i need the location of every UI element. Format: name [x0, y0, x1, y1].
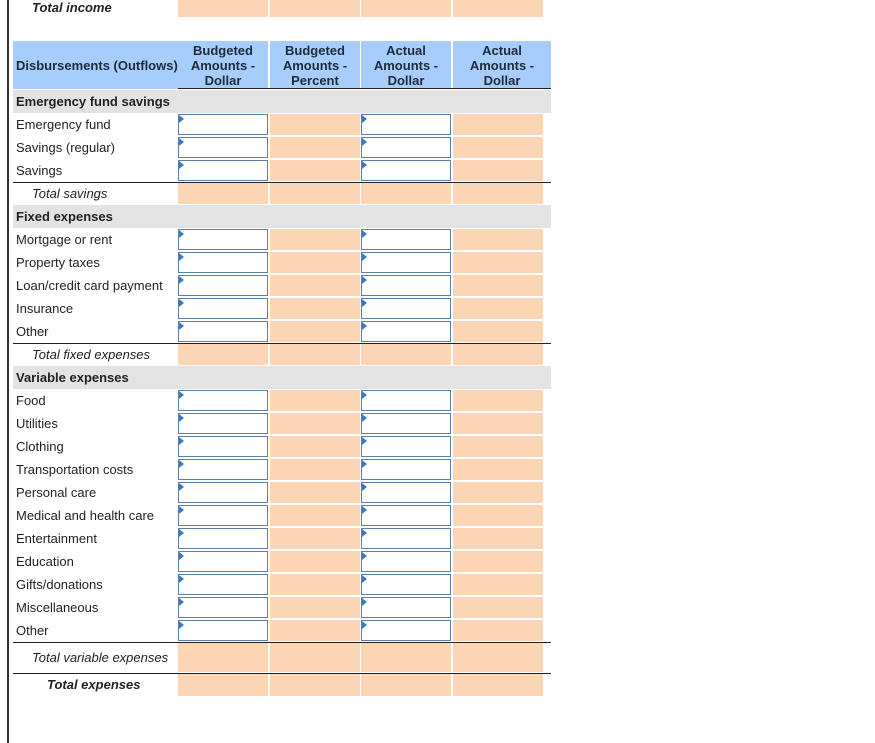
total-cells	[178, 182, 551, 205]
computed-cell	[270, 229, 360, 250]
section-header	[13, 90, 551, 113]
computed-cell	[453, 114, 543, 135]
row-label: Other	[16, 324, 49, 339]
section-total-row	[13, 182, 551, 205]
computed-cell	[270, 574, 360, 595]
section-title: Emergency fund savings	[16, 94, 170, 109]
budgeted-dollar-input[interactable]	[178, 229, 268, 250]
computed-cell	[270, 597, 360, 618]
actual-dollar-input[interactable]	[361, 528, 451, 549]
budgeted-dollar-input[interactable]	[178, 160, 268, 181]
computed-cell	[453, 505, 543, 526]
actual-dollar-input[interactable]	[361, 137, 451, 158]
computed-cell	[270, 505, 360, 526]
row-cells	[178, 573, 551, 596]
budgeted-dollar-input[interactable]	[178, 574, 268, 595]
total-expenses-cell	[361, 674, 451, 696]
budgeted-dollar-input[interactable]	[178, 528, 268, 549]
budgeted-dollar-input[interactable]	[178, 114, 268, 135]
computed-cell	[453, 298, 543, 319]
budgeted-dollar-input[interactable]	[178, 551, 268, 572]
actual-dollar-input[interactable]	[361, 436, 451, 457]
total-income-row	[13, 0, 551, 23]
row-label: Miscellaneous	[16, 600, 99, 615]
row-cells	[178, 504, 551, 527]
row-label: Other	[16, 623, 49, 638]
row-label: Loan/credit card payment	[16, 278, 163, 293]
computed-cell	[270, 459, 360, 480]
budgeted-dollar-input[interactable]	[178, 620, 268, 641]
total-cell	[270, 344, 360, 365]
table-row	[13, 619, 551, 643]
computed-cell	[453, 551, 543, 572]
total-cell	[178, 344, 268, 365]
table-row	[13, 435, 551, 458]
total-cell	[453, 643, 543, 672]
total-income-label: Total income	[32, 0, 112, 15]
row-cells	[178, 228, 551, 251]
section-total-label: Total fixed expenses	[32, 347, 151, 362]
table-row	[13, 527, 551, 550]
total-expenses-cell	[178, 674, 268, 696]
computed-cell	[453, 528, 543, 549]
row-cells	[178, 412, 551, 435]
computed-cell	[453, 574, 543, 595]
table-row	[13, 274, 551, 297]
computed-cell	[270, 413, 360, 434]
row-label: Savings	[16, 163, 63, 178]
table-row	[13, 412, 551, 435]
header-budgeted-percent: Budgeted Amounts - Percent	[270, 41, 360, 89]
total-income-cell	[453, 0, 543, 17]
computed-cell	[270, 298, 360, 319]
row-label: Savings (regular)	[16, 140, 115, 155]
section-header	[13, 205, 551, 228]
actual-dollar-input[interactable]	[361, 390, 451, 411]
actual-dollar-input[interactable]	[361, 229, 451, 250]
total-cell	[178, 643, 268, 672]
left-border-line	[7, 0, 9, 743]
budgeted-dollar-input[interactable]	[178, 482, 268, 503]
table-row	[13, 573, 551, 596]
row-cells	[178, 320, 551, 343]
actual-dollar-input[interactable]	[361, 252, 451, 273]
computed-cell	[270, 160, 360, 181]
budgeted-dollar-input[interactable]	[178, 298, 268, 319]
actual-dollar-input[interactable]	[361, 574, 451, 595]
table-row	[13, 550, 551, 573]
row-label: Medical and health care	[16, 508, 155, 523]
section-total-row	[13, 343, 551, 366]
computed-cell	[453, 482, 543, 503]
computed-cell	[270, 436, 360, 457]
row-cells	[178, 550, 551, 573]
actual-dollar-input[interactable]	[361, 482, 451, 503]
actual-dollar-input[interactable]	[361, 459, 451, 480]
row-cells	[178, 159, 551, 182]
budgeted-dollar-input[interactable]	[178, 137, 268, 158]
row-cells	[178, 274, 551, 297]
budgeted-dollar-input[interactable]	[178, 459, 268, 480]
budgeted-dollar-input[interactable]	[178, 436, 268, 457]
row-cells	[178, 297, 551, 320]
row-label: Clothing	[16, 439, 64, 454]
computed-cell	[270, 114, 360, 135]
computed-cell	[453, 160, 543, 181]
budgeted-dollar-input[interactable]	[178, 597, 268, 618]
table-row	[13, 596, 551, 619]
budgeted-dollar-input[interactable]	[178, 413, 268, 434]
table-row	[13, 504, 551, 527]
total-cell	[270, 183, 360, 204]
total-expenses-cell	[270, 674, 360, 696]
computed-cell	[453, 390, 543, 411]
total-cell	[361, 643, 451, 672]
table-row	[13, 481, 551, 504]
section-total-label: Total savings	[32, 186, 108, 201]
computed-cell	[453, 620, 543, 641]
budgeted-dollar-input[interactable]	[178, 275, 268, 296]
total-cell	[453, 344, 543, 365]
row-label: Transportation costs	[16, 462, 134, 477]
row-label: Mortgage or rent	[16, 232, 113, 247]
total-cell	[178, 183, 268, 204]
table-row	[13, 228, 551, 251]
section-total-row	[13, 642, 551, 674]
computed-cell	[453, 321, 543, 342]
total-income-cell	[361, 0, 451, 17]
section-total-label: Total variable expenses	[32, 650, 169, 665]
budgeted-dollar-input[interactable]	[178, 505, 268, 526]
total-cells	[178, 642, 551, 673]
actual-dollar-input[interactable]	[361, 114, 451, 135]
row-cells	[178, 389, 551, 412]
computed-cell	[453, 436, 543, 457]
section-title: Fixed expenses	[16, 209, 113, 224]
row-label: Property taxes	[16, 255, 100, 270]
actual-dollar-input[interactable]	[361, 275, 451, 296]
budgeted-dollar-input[interactable]	[178, 252, 268, 273]
row-label: Emergency fund	[16, 117, 111, 132]
computed-cell	[270, 528, 360, 549]
row-cells	[178, 113, 551, 136]
computed-cell	[453, 413, 543, 434]
row-label: Insurance	[16, 301, 74, 316]
header-budgeted-dollar: Budgeted Amounts - Dollar	[178, 41, 268, 89]
computed-cell	[270, 390, 360, 411]
budgeted-dollar-input[interactable]	[178, 321, 268, 342]
section-title: Variable expenses	[16, 370, 129, 385]
computed-cell	[270, 252, 360, 273]
table-row	[13, 159, 551, 183]
table-row	[13, 389, 551, 412]
computed-cell	[453, 597, 543, 618]
actual-dollar-input[interactable]	[361, 160, 451, 181]
header-disbursements: Disbursements (Outflows)	[13, 41, 178, 89]
computed-cell	[270, 620, 360, 641]
computed-cell	[270, 137, 360, 158]
computed-cell	[453, 459, 543, 480]
computed-cell	[453, 275, 543, 296]
row-cells	[178, 458, 551, 481]
header-actual-dollar-2: Actual Amounts - Dollar	[453, 41, 551, 89]
table-row	[13, 297, 551, 320]
row-label: Education	[16, 554, 74, 569]
computed-cell	[453, 137, 543, 158]
total-cell	[270, 643, 360, 672]
computed-cell	[270, 321, 360, 342]
total-cell	[361, 183, 451, 204]
row-cells	[178, 596, 551, 619]
row-label: Gifts/donations	[16, 577, 103, 592]
actual-dollar-input[interactable]	[361, 298, 451, 319]
actual-dollar-input[interactable]	[361, 321, 451, 342]
table-row	[13, 320, 551, 344]
actual-dollar-input[interactable]	[361, 551, 451, 572]
actual-dollar-input[interactable]	[361, 505, 451, 526]
row-cells	[178, 619, 551, 642]
computed-cell	[453, 252, 543, 273]
disbursements-header	[13, 41, 551, 89]
row-cells	[178, 527, 551, 550]
total-cell	[453, 183, 543, 204]
total-income-cell	[178, 0, 268, 17]
actual-dollar-input[interactable]	[361, 620, 451, 641]
section-header	[13, 366, 551, 389]
total-expenses-cell	[453, 674, 543, 696]
actual-dollar-input[interactable]	[361, 597, 451, 618]
table-row	[13, 113, 551, 136]
computed-cell	[270, 551, 360, 572]
row-label: Personal care	[16, 485, 97, 500]
total-expenses-cells	[178, 673, 551, 697]
table-row	[13, 251, 551, 274]
computed-cell	[270, 275, 360, 296]
total-expenses-row	[13, 673, 551, 697]
header-underline	[178, 88, 551, 89]
row-label: Entertainment	[16, 531, 97, 546]
total-income-cell	[270, 0, 360, 17]
row-label: Utilities	[16, 416, 58, 431]
computed-cell	[270, 482, 360, 503]
row-cells	[178, 435, 551, 458]
budgeted-dollar-input[interactable]	[178, 390, 268, 411]
row-cells	[178, 481, 551, 504]
total-cells	[178, 343, 551, 366]
actual-dollar-input[interactable]	[361, 413, 451, 434]
table-row	[13, 136, 551, 159]
table-row	[13, 458, 551, 481]
total-cell	[361, 344, 451, 365]
row-cells	[178, 251, 551, 274]
header-actual-dollar: Actual Amounts - Dollar	[361, 41, 451, 89]
total-expenses-label: Total expenses	[47, 677, 141, 692]
row-cells	[178, 136, 551, 159]
computed-cell	[453, 229, 543, 250]
row-label: Food	[16, 393, 46, 408]
